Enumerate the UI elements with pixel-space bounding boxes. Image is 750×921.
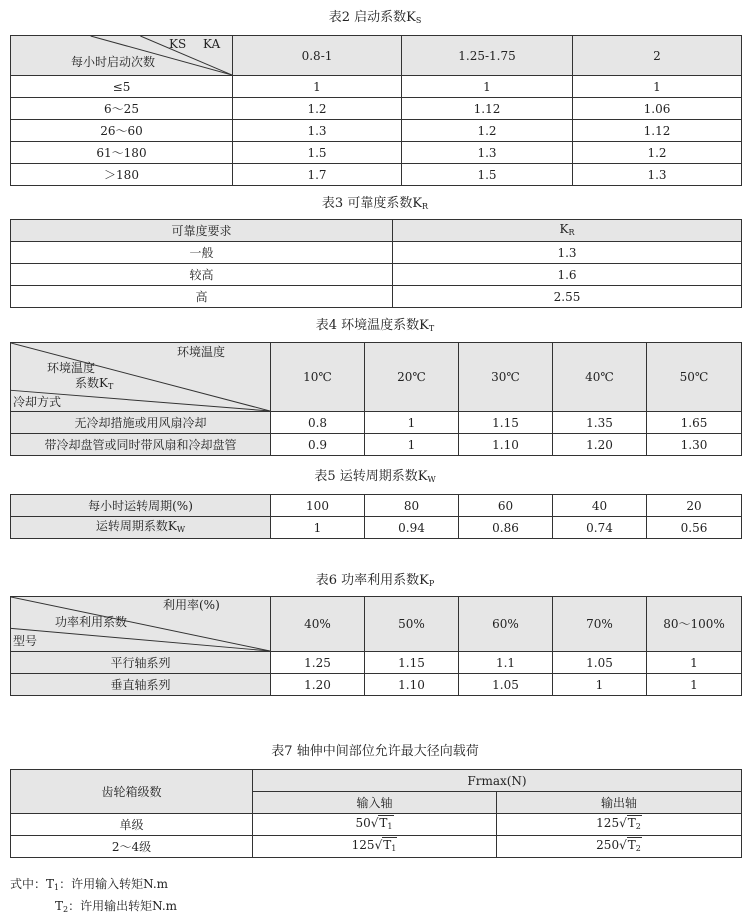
table-cell: $50√T_1$ xyxy=(253,814,497,836)
table6-col-header: 40% xyxy=(271,597,365,652)
table-cell: 0.86 xyxy=(459,517,553,539)
sqrt-formula: $√T_2$ xyxy=(619,815,642,834)
formula-note-1: 式中：$T_1$：许用输入转矩N.m xyxy=(10,877,169,892)
table6-col-header: 50% xyxy=(365,597,459,652)
table7-head-group: Frmax(N) xyxy=(253,770,742,792)
table-cell: 0.9 xyxy=(271,434,365,456)
table3-head-right: $K_R$ xyxy=(393,220,742,242)
table-cell: 100 xyxy=(271,495,365,517)
sqrt-formula: $√T_2$ xyxy=(619,837,642,856)
table4-col-header: 40℃ xyxy=(553,343,647,412)
table-cell: 1.15 xyxy=(459,412,553,434)
table-row xyxy=(11,434,742,456)
table-cell: 0.94 xyxy=(365,517,459,539)
table-row xyxy=(11,836,742,858)
table-cell: 20 xyxy=(647,495,742,517)
table-cell: 1.12 xyxy=(573,120,742,142)
table-cell: 1.15 xyxy=(365,652,459,674)
table4-corner xyxy=(11,343,271,412)
table-cell: 1 xyxy=(553,674,647,696)
row-label: ≤5 xyxy=(11,76,233,98)
row-label: ＞180 xyxy=(11,164,233,186)
table4 xyxy=(10,342,742,456)
table-row xyxy=(11,264,742,286)
row-label: 一般 xyxy=(11,242,393,264)
table-cell: 1.2 xyxy=(573,142,742,164)
table-cell: 40 xyxy=(553,495,647,517)
table5 xyxy=(10,494,742,539)
table6-corner-mid: 功率利用系数 xyxy=(55,615,128,629)
table2-corner-ks: KS xyxy=(169,37,187,51)
table-cell: 1.20 xyxy=(271,674,365,696)
table4-corner-mid2: 系数$K_T$ xyxy=(75,376,114,391)
row-label: 运转周期系数$K_W$ xyxy=(11,517,271,539)
table-cell: 1 xyxy=(402,76,573,98)
table-cell: 80 xyxy=(365,495,459,517)
table6-corner xyxy=(11,597,271,652)
table-cell: 1 xyxy=(365,412,459,434)
table3-header-row xyxy=(11,220,742,242)
table-cell: 1.65 xyxy=(647,412,742,434)
table-cell: 0.8 xyxy=(271,412,365,434)
table-cell: 1 xyxy=(647,652,742,674)
table2-caption: 表2 启动系数$K_S$ xyxy=(328,10,422,25)
table-row xyxy=(11,164,742,186)
table7 xyxy=(10,769,742,858)
table-cell: 1.5 xyxy=(402,164,573,186)
table7-sub-input: 输入轴 xyxy=(253,792,497,814)
row-label: 较高 xyxy=(11,264,393,286)
row-label: 61～180 xyxy=(11,142,233,164)
table6-col-header: 80～100% xyxy=(647,597,742,652)
table-cell: 1.25 xyxy=(271,652,365,674)
table-cell: 0.56 xyxy=(647,517,742,539)
row-label: 平行轴系列 xyxy=(11,652,271,674)
table2-corner-rows-label: 每小时启动次数 xyxy=(71,55,156,69)
row-label: 26～60 xyxy=(11,120,233,142)
table7-sub-output: 输出轴 xyxy=(497,792,742,814)
table-row xyxy=(11,142,742,164)
table7-caption: 表7 轴伸中间部位允许最大径向载荷 xyxy=(271,744,479,759)
table-cell: 1.3 xyxy=(233,120,402,142)
table-cell: $125√T_2$ xyxy=(497,814,742,836)
table4-col-header: 30℃ xyxy=(459,343,553,412)
table-row xyxy=(11,76,742,98)
table-cell: 1.30 xyxy=(647,434,742,456)
row-label: 带冷却盘管或同时带风扇和冷却盘管 xyxy=(11,434,271,456)
table-row xyxy=(11,652,742,674)
table-cell: 1.1 xyxy=(459,652,553,674)
table-row xyxy=(11,412,742,434)
table-row xyxy=(11,120,742,142)
table2-col-header: 0.8-1 xyxy=(233,36,402,76)
table-cell: 1.06 xyxy=(573,98,742,120)
row-label: 6～25 xyxy=(11,98,233,120)
table3-caption: 表3 可靠度系数$K_R$ xyxy=(321,196,429,211)
table2-corner-ka: KA xyxy=(203,37,221,51)
table-cell: 1 xyxy=(573,76,742,98)
table-cell: 1.35 xyxy=(553,412,647,434)
table4-col-header: 50℃ xyxy=(647,343,742,412)
sqrt-formula: $√T_1$ xyxy=(375,837,398,856)
table-cell: 1.12 xyxy=(402,98,573,120)
table2-col-header: 2 xyxy=(573,36,742,76)
table6 xyxy=(10,596,742,696)
table-cell: 1.3 xyxy=(573,164,742,186)
table6-corner-bottom: 型号 xyxy=(13,634,38,648)
table-cell: 1.7 xyxy=(233,164,402,186)
table2-corner xyxy=(11,36,233,76)
diagonal-lines xyxy=(11,597,270,651)
formula-note-2: $T_2$：许用输出转矩N.m xyxy=(55,899,178,914)
table4-corner-bottom: 冷却方式 xyxy=(13,395,62,409)
table-cell: 1 xyxy=(647,674,742,696)
table6-caption: 表6 功率利用系数$K_P$ xyxy=(315,573,435,588)
table-row xyxy=(11,814,742,836)
table-cell: 1 xyxy=(365,434,459,456)
row-label: 垂直轴系列 xyxy=(11,674,271,696)
table6-header-row xyxy=(11,597,742,652)
table6-corner-top: 利用率(%) xyxy=(163,598,220,612)
row-label: 高 xyxy=(11,286,393,308)
table-cell: 1.6 xyxy=(393,264,742,286)
sqrt-formula: $√T_1$ xyxy=(371,815,394,834)
table-row xyxy=(11,98,742,120)
table-row xyxy=(11,495,742,517)
table3-head-left: 可靠度要求 xyxy=(11,220,393,242)
table-row xyxy=(11,286,742,308)
table-cell: 1.5 xyxy=(233,142,402,164)
table-cell: 1.10 xyxy=(365,674,459,696)
table7-head-left: 齿轮箱级数 xyxy=(11,770,253,814)
table-cell: 1.05 xyxy=(459,674,553,696)
table-row xyxy=(11,517,742,539)
table-cell: 0.74 xyxy=(553,517,647,539)
table-cell: 60 xyxy=(459,495,553,517)
table-cell: 1.3 xyxy=(393,242,742,264)
table-cell: 1 xyxy=(233,76,402,98)
table-cell: 1.2 xyxy=(402,120,573,142)
table-cell: 2.55 xyxy=(393,286,742,308)
row-label: 2～4级 xyxy=(11,836,253,858)
table2-col-header: 1.25-1.75 xyxy=(402,36,573,76)
table-cell: 1.3 xyxy=(402,142,573,164)
table7-header-row xyxy=(11,770,742,792)
table4-caption: 表4 环境温度系数$K_T$ xyxy=(315,318,435,333)
table4-col-header: 20℃ xyxy=(365,343,459,412)
table-cell: $125√T_1$ xyxy=(253,836,497,858)
row-label: 单级 xyxy=(11,814,253,836)
table-cell: $250√T_2$ xyxy=(497,836,742,858)
table-row xyxy=(11,242,742,264)
row-label: 每小时运转周期(%) xyxy=(11,495,271,517)
table4-col-header: 10℃ xyxy=(271,343,365,412)
table2-header-row xyxy=(11,36,742,76)
table-cell: 1.20 xyxy=(553,434,647,456)
table6-col-header: 60% xyxy=(459,597,553,652)
table-cell: 1.05 xyxy=(553,652,647,674)
table5-caption: 表5 运转周期系数$K_W$ xyxy=(314,469,436,484)
table6-col-header: 70% xyxy=(553,597,647,652)
table2 xyxy=(10,35,742,186)
table-cell: 1.2 xyxy=(233,98,402,120)
table4-header-row xyxy=(11,343,742,412)
table4-corner-top: 环境温度 xyxy=(177,345,226,359)
table4-corner-mid1: 环境温度 xyxy=(47,361,96,375)
table-cell: 1.10 xyxy=(459,434,553,456)
table3 xyxy=(10,219,742,308)
table-cell: 1 xyxy=(271,517,365,539)
row-label: 无冷却措施或用风扇冷却 xyxy=(11,412,271,434)
table-row xyxy=(11,674,742,696)
